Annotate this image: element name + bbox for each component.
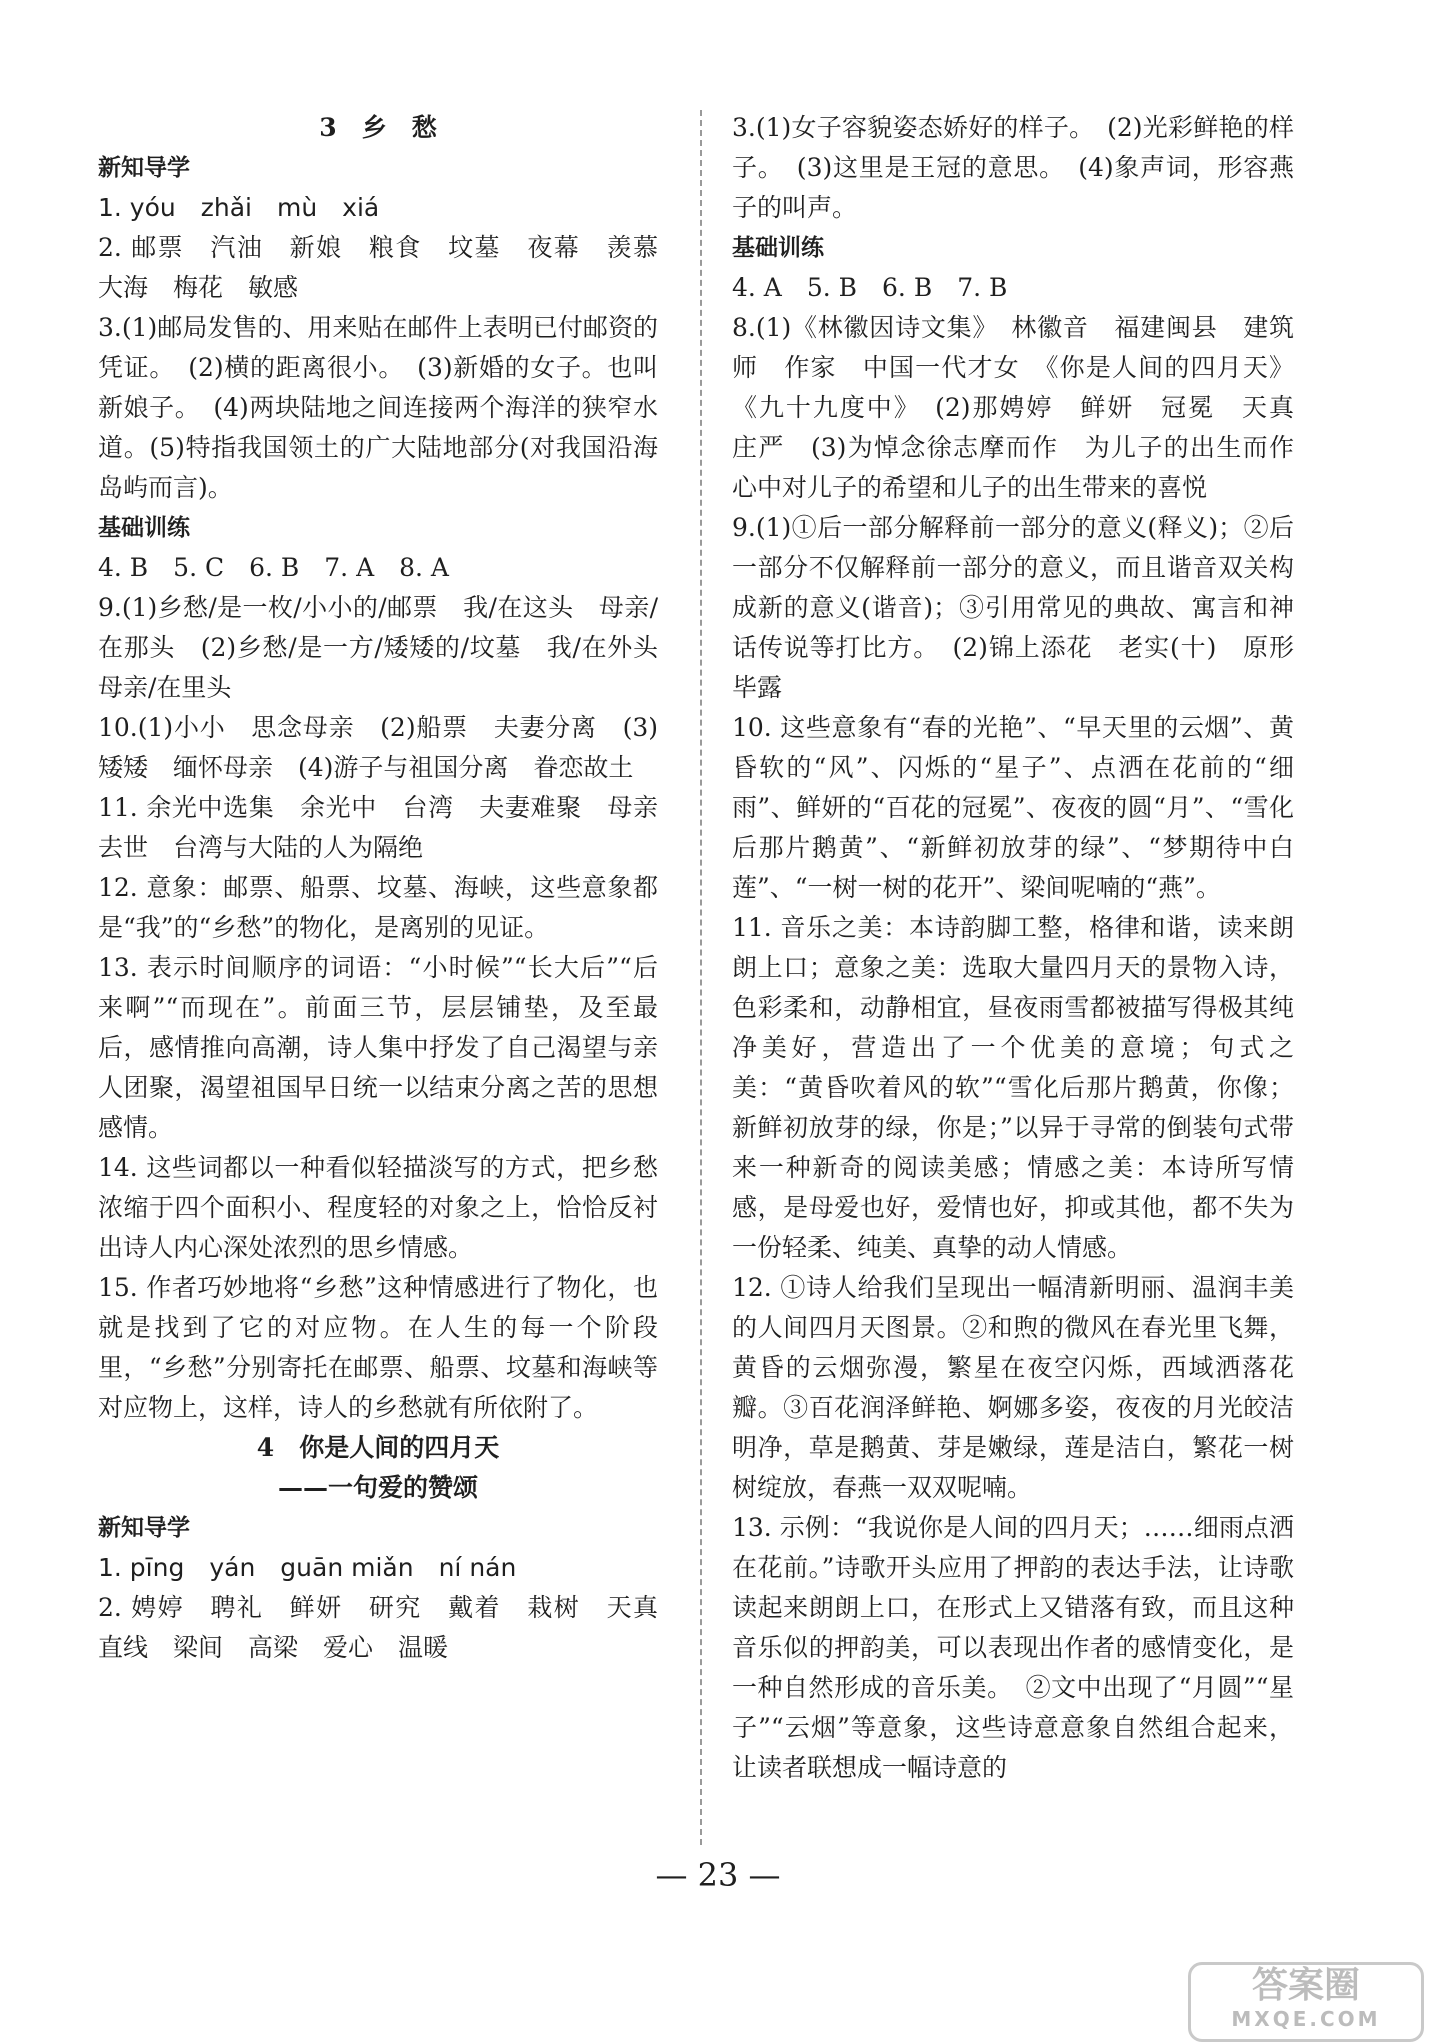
section-title: 4 你是人间的四月天 [256, 1433, 500, 1462]
answer-paragraph: 10.(1)小小 思念母亲 (2)船票 夫妻分离 (3)矮矮 缅怀母亲 (4)游子与祖国分离 眷恋故土 [98, 713, 658, 782]
answer-paragraph: 4. A 5. B 6. B 7. B [732, 273, 1008, 302]
section-heading: 基础训练 [98, 515, 190, 541]
answer-paragraph: 3.(1)女子容貌姿态娇好的样子。 (2)光彩鲜艳的样子。 (3)这里是王冠的意思。 (4)象声词，形容燕子的叫声。 [732, 113, 1294, 222]
column-divider [700, 110, 702, 1845]
dash-right: — [738, 1856, 781, 1894]
answer-paragraph: 12. 意象：邮票、船票、坟墓、海峡，这些意象都是“我”的“乡愁”的物化，是离别的见证。 [98, 873, 658, 942]
answer-paragraph: 8.(1)《林徽因诗文集》 林徽音 福建闽县 建筑师 作家 中国一代才女 《你是人间的四月天》《九十九度中》 (2)那娉婷 鲜妍 冠冕 天真 庄严 (3)为悼念徐志摩而作 为儿子的出生而作 心中对儿子的希望和儿子的出生带来的喜悦 [732, 313, 1320, 502]
answer-paragraph: 2. 娉婷 聘礼 鲜妍 研究 戴着 栽树 天真 直线 梁间 高梁 爱心 温暖 [98, 1593, 684, 1662]
section-heading: 新知导学 [98, 1515, 190, 1541]
answer-paragraph: 11. 音乐之美：本诗韵脚工整，格律和谐，读来朗朗上口；意象之美：选取大量四月天的景物入诗，色彩柔和，动静相宜，昼夜雨雪都被描写得极其纯净美好，营造出了一个优美的意境；句式之美：“黄昏吹着风的软”“雪化后那片鹅黄，你像；新鲜初放芽的绿，你是；”以异于寻常的倒装句式带来一种新奇的阅读美感；情感之美：本诗所写情感，是母爱也好，爱情也好，抑或其他，都不失为一份轻柔、纯美、真挚的动人情感。 [732, 913, 1294, 1262]
dash-left: — [655, 1856, 698, 1894]
answer-paragraph: 11. 余光中选集 余光中 台湾 夫妻难聚 母亲去世 台湾与大陆的人为隔绝 [98, 793, 658, 862]
answer-paragraph: 9.(1)①后一部分解释前一部分的意义(释义)；②后一部分不仅解释前一部分的意义，而且谐音双关构成新的意义(谐音)；③引用常见的典故、寓言和神话传说等打比方。 (2)锦上添花 老实(十) 原形毕露 [732, 513, 1294, 702]
answer-paragraph: 2. 邮票 汽油 新娘 粮食 坟墓 夜幕 羡慕 大海 梅花 敏感 [98, 233, 684, 302]
answer-paragraph: 13. 示例：“我说你是人间的四月天；……细雨点洒在花前。”诗歌开头应用了押韵的表达手法，让诗歌读起来朗朗上口，在形式上又错落有致，而且这种音乐似的押韵美，可以表现出作者的感情变化，是一种自然形成的音乐美。 ②文中出现了“月圆”“星子”“云烟”等意象，这些诗意意象自然组合起来，让读者联想成一幅诗意的 [732, 1513, 1294, 1782]
answer-paragraph: 13. 表示时间顺序的词语：“小时候”“长大后”“后来啊”“而现在”。前面三节，层层铺垫，及至最后，感情推向高潮，诗人集中抒发了自己渴望与亲人团聚，渴望祖国早日统一以结束分离之苦的思想感情。 [98, 953, 658, 1142]
section-subtitle: ——一句爱的赞颂 [277, 1473, 478, 1502]
answer-paragraph: 3.(1)邮局发售的、用来贴在邮件上表明已付邮资的凭证。 (2)横的距离很小。 (3)新婚的女子。也叫新娘子。 (4)两块陆地之间连接两个海洋的狭窄水道。(5)特指我国领土的广大陆地部分(对我国沿海岛屿而言)。 [98, 313, 658, 502]
answer-paragraph: 14. 这些词都以一种看似轻描淡写的方式，把乡愁浓缩于四个面积小、程度轻的对象之上，恰恰反衬出诗人内心深处浓烈的思乡情感。 [98, 1153, 658, 1262]
watermark-text: 答案圈 [1251, 1965, 1360, 2006]
section-title: 3 乡 愁 [319, 113, 437, 142]
answer-paragraph: 1. pīng yán guān miǎn ní nán [98, 1553, 517, 1582]
page-number-text: 23 [697, 1856, 739, 1894]
right-column [732, 108, 1320, 1788]
answer-paragraph: 10. 这些意象有“春的光艳”、“早天里的云烟”、黄昏软的“风”、闪烁的“星子”、点洒在花前的“细雨”、鲜妍的“百花的冠冕”、夜夜的圆“月”、“雪化后那片鹅黄”、“新鲜初放芽的绿”、“梦期待中白莲”、“一树一树的花开”、梁间呢喃的“燕”。 [732, 713, 1294, 902]
answer-paragraph: 9.(1)乡愁/是一枚/小小的/邮票 我/在这头 母亲/在那头 (2)乡愁/是一方/矮矮的/坟墓 我/在外头 母亲/在里头 [98, 593, 684, 702]
answer-paragraph: 4. B 5. C 6. B 7. A 8. A [98, 553, 449, 582]
answer-paragraph: 1. yóu zhǎi mù xiá [98, 193, 380, 222]
answer-paragraph: 15. 作者巧妙地将“乡愁”这种情感进行了物化，也就是找到了它的对应物。在人生的每一个阶段里，“乡愁”分别寄托在邮票、船票、坟墓和海峡等对应物上，这样，诗人的乡愁就有所依附了。 [98, 1273, 658, 1422]
watermark-logo [1188, 1962, 1424, 2042]
left-column [98, 108, 684, 1668]
answer-paragraph: 12. ①诗人给我们呈现出一幅清新明丽、温润丰美的人间四月天图景。②和煦的微风在春光里飞舞，黄昏的云烟弥漫，繁星在夜空闪烁，西域洒落花瓣。③百花润泽鲜艳、婀娜多姿，夜夜的月光皎洁明净，草是鹅黄、芽是嫩绿，莲是洁白，繁花一树树绽放，春燕一双双呢喃。 [732, 1273, 1294, 1502]
watermark-url: MXQE.COM [1231, 2007, 1381, 2031]
page-number [0, 1856, 1436, 1894]
section-heading: 新知导学 [98, 155, 190, 181]
section-heading: 基础训练 [732, 235, 824, 261]
